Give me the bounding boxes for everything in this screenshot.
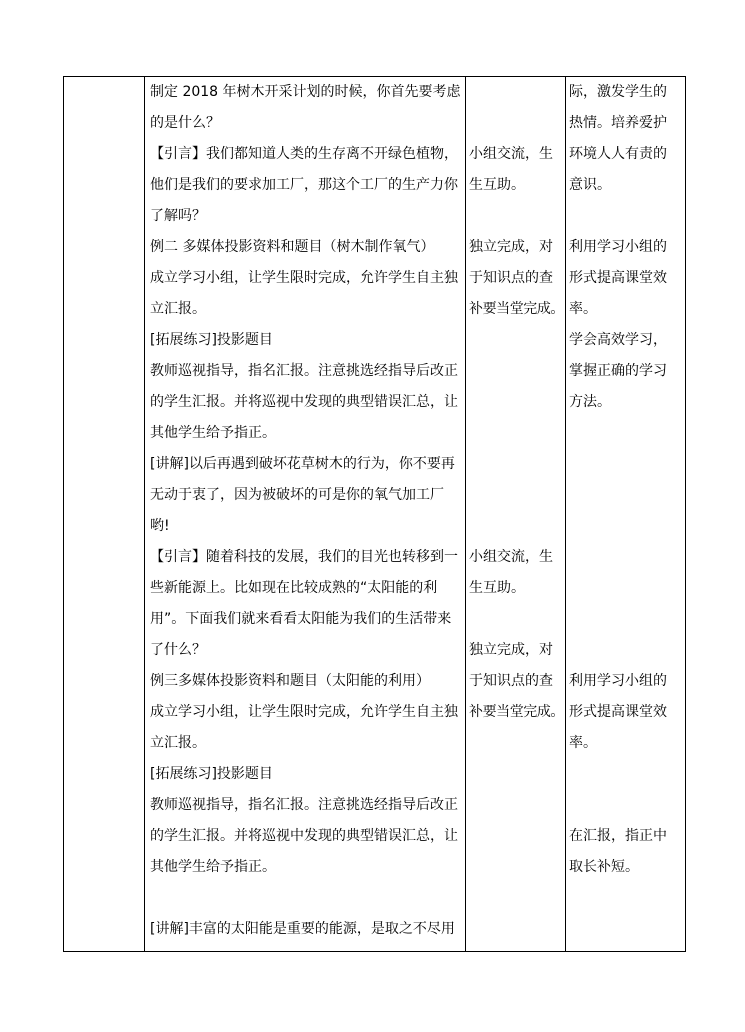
text-line: 补要当堂完成。 [469, 704, 564, 720]
text-line: 其他学生给予指正。 [150, 859, 276, 875]
text-line: 用”。下面我们就来看看太阳能为我们的生活带来 [150, 611, 452, 627]
text-line: 成立学习小组，让学生限时完成，允许学生自主独 [150, 704, 458, 720]
text-line: 率。 [569, 735, 597, 751]
text-line: 例二 多媒体投影资料和题目（树木制作氧气） [150, 239, 435, 255]
column-divider [144, 77, 145, 951]
text-line: 生互助。 [469, 580, 525, 596]
text-line: 形式提高课堂效 [569, 704, 667, 720]
text-line: [拓展练习]投影题目 [150, 332, 273, 348]
text-line: 【引言】随着科技的发展，我们的目光也转移到一 [150, 549, 458, 565]
text-line: 的学生汇报。并将巡视中发现的典型错误汇总，让 [150, 394, 458, 410]
text-line: 制定 2018 年树木开采计划的时候，你首先要考虑 [150, 84, 461, 100]
text-line: 热情。培养爱护 [569, 115, 667, 131]
text-line: 【引言】我们都知道人类的生存离不开绿色植物， [150, 146, 458, 162]
text-line: [讲解]丰富的太阳能是重要的能源，是取之不尽用 [150, 921, 455, 937]
text-line: 教师巡视指导，指名汇报。注意挑选经指导后改正 [150, 363, 458, 379]
text-line: 的学生汇报。并将巡视中发现的典型错误汇总，让 [150, 828, 458, 844]
text-line: [拓展练习]投影题目 [150, 766, 273, 782]
text-line: 利用学习小组的 [569, 673, 667, 689]
text-line: 取长补短。 [569, 859, 639, 875]
text-line: 利用学习小组的 [569, 239, 667, 255]
text-line: 意识。 [569, 177, 611, 193]
text-line: 成立学习小组，让学生限时完成，允许学生自主独 [150, 270, 458, 286]
text-line: [讲解]以后再遇到破坏花草树木的行为，你不要再 [150, 456, 455, 472]
column-divider [565, 77, 566, 951]
text-line: 环境人人有责的 [569, 146, 667, 162]
text-line: 形式提高课堂效 [569, 270, 667, 286]
text-line: 立汇报。 [150, 735, 206, 751]
text-line: 率。 [569, 301, 597, 317]
text-line: 际，激发学生的 [569, 84, 667, 100]
text-line: 其他学生给予指正。 [150, 425, 276, 441]
text-line: 掌握正确的学习 [569, 363, 667, 379]
text-line: 他们是我们的要求加工厂，那这个工厂的生产力你 [150, 177, 458, 193]
text-line: 教师巡视指导，指名汇报。注意挑选经指导后改正 [150, 797, 458, 813]
text-line: 哟! [150, 518, 170, 534]
text-line: 方法。 [569, 394, 611, 410]
text-line: 于知识点的查 [469, 270, 553, 286]
text-line: 些新能源上。比如现在比较成熟的“太阳能的利 [150, 580, 438, 596]
text-line: 在汇报，指正中 [569, 828, 667, 844]
text-line: 小组交流，生 [469, 549, 553, 565]
text-line: 独立完成，对 [469, 642, 553, 658]
text-line: 学会高效学习， [569, 332, 667, 348]
text-line: 生互助。 [469, 177, 525, 193]
text-line: 立汇报。 [150, 301, 206, 317]
text-line: 了什么？ [150, 642, 206, 658]
text-line: 无动于衷了，因为被破坏的可是你的氧气加工厂 [150, 487, 444, 503]
text-line: 了解吗？ [150, 208, 206, 224]
text-line: 小组交流，生 [469, 146, 553, 162]
text-line: 补要当堂完成。 [469, 301, 564, 317]
text-line: 独立完成，对 [469, 239, 553, 255]
text-line: 于知识点的查 [469, 673, 553, 689]
text-line: 的是什么？ [150, 115, 220, 131]
lesson-plan-table [63, 76, 686, 952]
text-line: 例三多媒体投影资料和题目（太阳能的利用） [150, 673, 430, 689]
column-divider [465, 77, 466, 951]
